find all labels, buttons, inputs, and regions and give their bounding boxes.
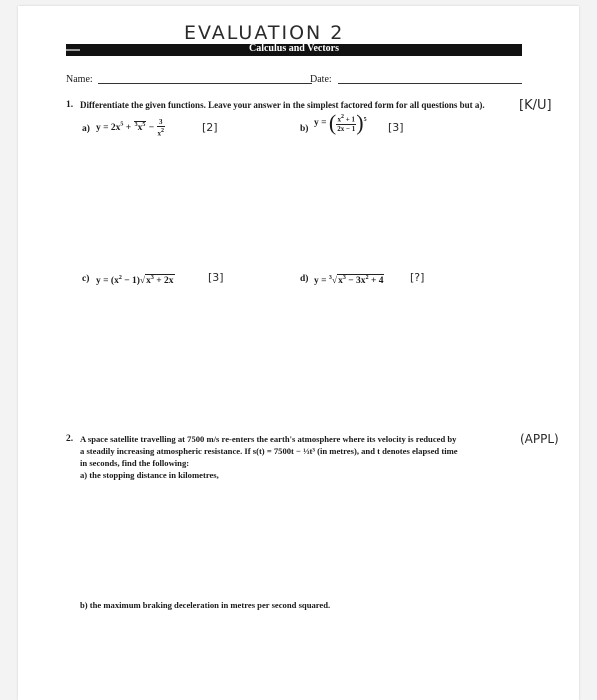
q1b-marks: [3] bbox=[388, 121, 404, 134]
q1c-marks: [3] bbox=[208, 271, 224, 284]
date-line bbox=[338, 83, 522, 84]
q1-instructions: Differentiate the given functions. Leave your answer in the simplest factored form for all questions but a). bbox=[80, 100, 485, 110]
q1a-label: a) bbox=[82, 124, 90, 134]
q2-number: 2. bbox=[66, 434, 74, 444]
q1b-label: b) bbox=[300, 124, 309, 134]
q1a-expression: $y = 2x^5 + ^3x^5$ − $\frac{3}{x^2}$ bbox=[96, 118, 165, 138]
q2-line-2: a steadily increasing atmospheric resistance. If s(t) = 7500t − ⅓t³ (in metres), and t denotes elapsed time bbox=[80, 446, 458, 456]
q2-category: (APPL) bbox=[520, 432, 559, 446]
date-label: Date: bbox=[310, 74, 332, 85]
q1-number: 1. bbox=[66, 100, 74, 110]
page-title: EVALUATION 2 bbox=[184, 22, 345, 44]
q2-part-a: a) the stopping distance in kilometres, bbox=[80, 470, 219, 480]
q1c-expression: $y = (x^2 - 1)√x^3 + 2x$ bbox=[96, 275, 174, 287]
q1d-expression: $y = ^3√x^3 - 3x^2 + 4$ bbox=[314, 275, 384, 287]
q1c-label: c) bbox=[82, 274, 90, 284]
banner-subtitle: Calculus and Vectors bbox=[248, 43, 339, 54]
subtitle-banner bbox=[66, 44, 522, 56]
q2-line-3: in seconds, find the following: bbox=[80, 458, 190, 468]
q1d-marks: [?] bbox=[410, 271, 425, 284]
q1d-label: d) bbox=[300, 274, 309, 284]
name-label: Name: bbox=[66, 74, 93, 85]
q1-category: [K/U] bbox=[519, 98, 552, 113]
worksheet-page bbox=[18, 6, 579, 700]
name-line bbox=[98, 83, 312, 84]
q1a-marks: [2] bbox=[202, 121, 218, 134]
q2-part-b: b) the maximum braking deceleration in metres per second squared. bbox=[80, 600, 331, 610]
q2-line-1: A space satellite travelling at 7500 m/s re-enters the earth's atmosphere where its velocity is reduced by bbox=[80, 434, 457, 444]
q1b-expression: y = ( $\frac{x^2 + 1}{2x - 1}$ )$^5$ bbox=[314, 110, 367, 135]
